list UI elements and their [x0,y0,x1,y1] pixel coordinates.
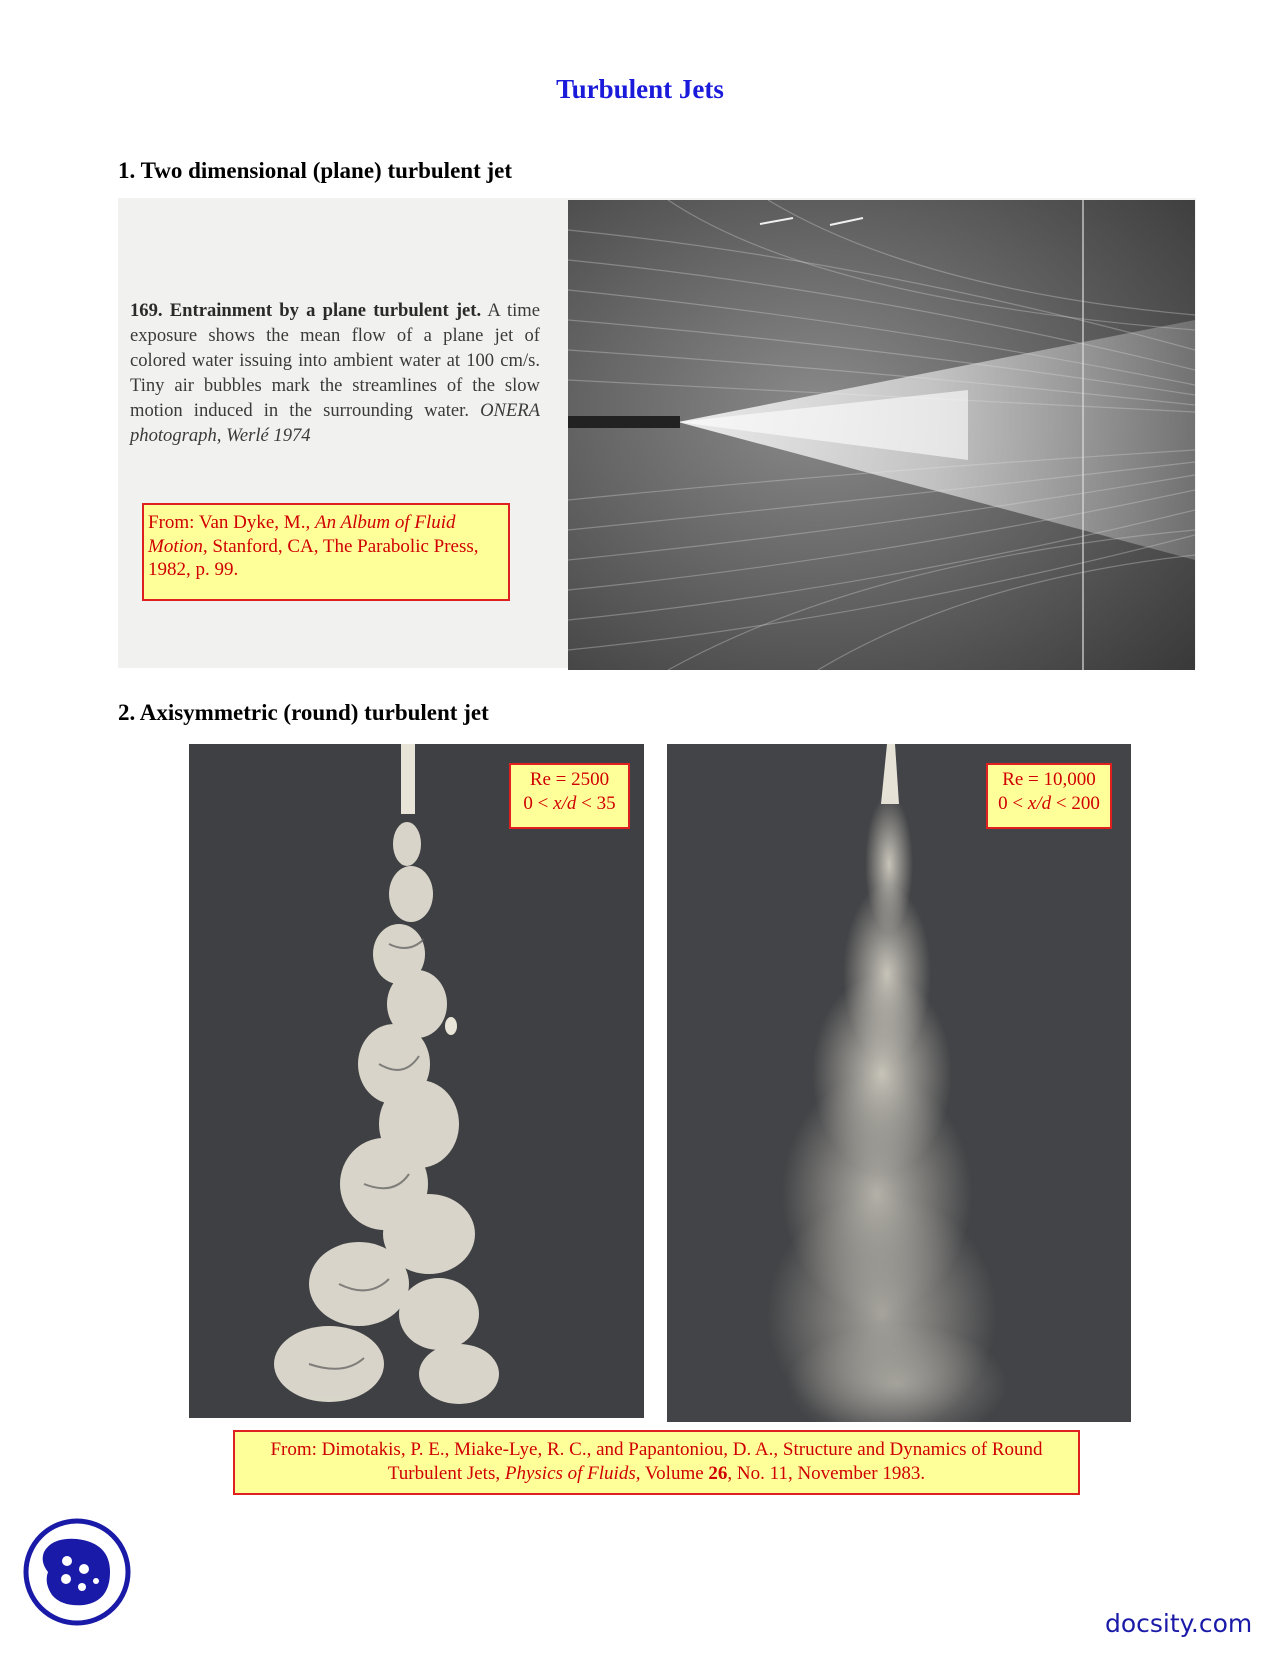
source-book-title: An Album of Fluid Motion, [148,512,456,557]
range-b: < 200 [1051,793,1100,814]
dimotakis-source-box [233,1430,1080,1495]
round-jet-re2500-photo [189,744,644,1418]
re-2500-value: Re = 2500 [529,769,610,790]
round-jet-re10000-photo [667,744,1131,1422]
source-c: , No. 11, November 1983. [727,1462,926,1484]
range-var: x/d [553,793,577,814]
re-2500-label-box [509,763,630,829]
re-2500-range [511,792,628,816]
range-a: 0 < [998,793,1028,814]
section-2-heading: 2. Axisymmetric (round) turbulent jet [118,700,489,725]
source-rest: Stanford, CA, The Parabolic Press, 1982, p. 99. [148,535,479,580]
re-10000-range [988,792,1110,816]
page-title: Turbulent Jets [556,74,724,104]
van-dyke-source-box [142,503,510,601]
caption-credit: ONERA photograph, Werlé 1974 [130,400,540,446]
source-a: From: Dimotakis, P. E., Miake-Lye, R. C., and Papantoniou, D. A., Structure and Dynamics of Round Turbulent Jets, [270,1439,1043,1484]
plane-jet-photo [568,200,1195,670]
range-a: 0 < [523,793,554,814]
figure-169-caption [130,298,540,448]
caption-title: 169. Entrainment by a plane turbulent jet. [130,300,482,321]
range-var: x/d [1027,793,1052,814]
re-10000-value: Re = 10,000 [1002,769,1096,790]
docsity-logo-icon[interactable] [22,1517,132,1627]
source-volume: 26 [708,1462,728,1484]
source-prefix: From: Van Dyke, M., [148,512,315,533]
re-10000-label-box [986,763,1112,829]
docsity-brand-link[interactable]: docsity.com [1105,1609,1253,1638]
source-journal: Physics of Fluids [504,1462,636,1484]
section-1-heading: 1. Two dimensional (plane) turbulent jet [118,158,513,183]
source-b: , Volume [635,1462,709,1484]
caption-body: A time exposure shows the mean flow of a plane jet of colored water issuing into ambient water at 100 cm/s. Tiny air bubbles mark the streamlines of the slow motion induced in the surrounding water. [130,300,541,421]
range-b: < 35 [576,793,616,814]
